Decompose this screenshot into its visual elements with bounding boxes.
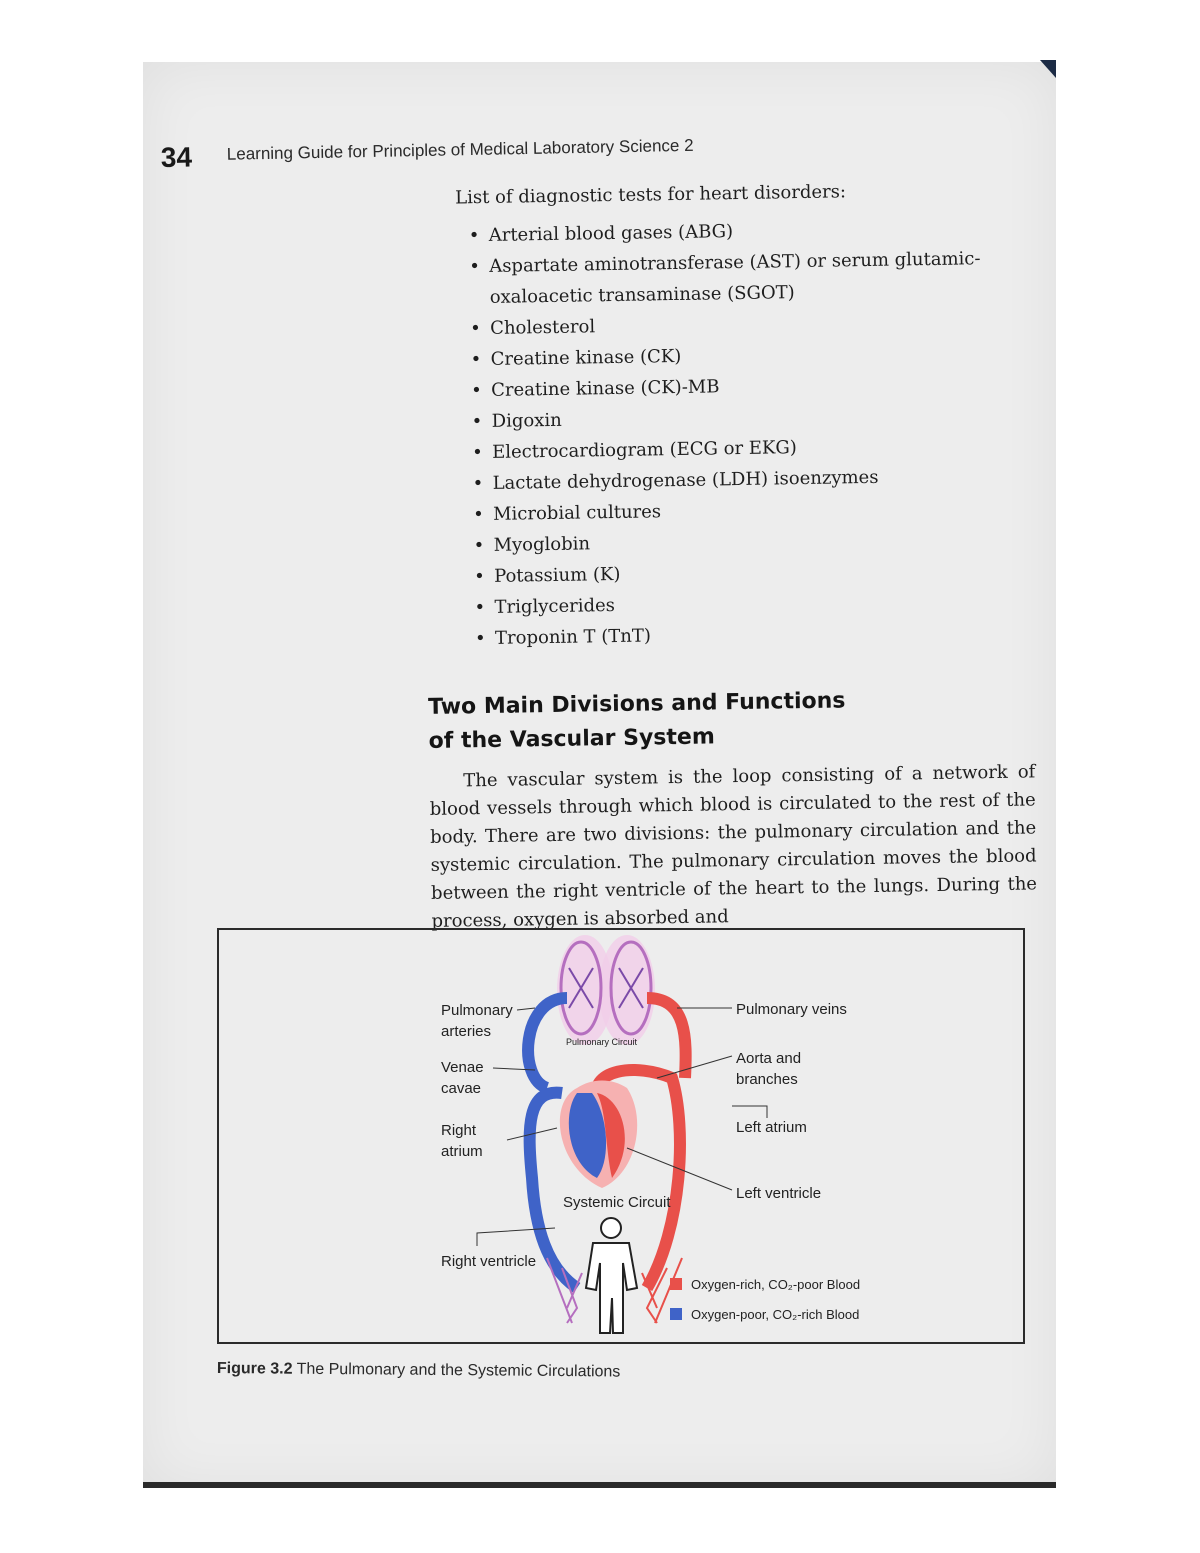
list-item: • Lactate dehydrogenase (LDH) isoenzymes (472, 459, 1032, 499)
left-atrium-label: Left atrium (736, 1119, 807, 1136)
circulation-diagram (217, 928, 1025, 1344)
pulmonary-veins-label: Pulmonary veins (736, 1001, 847, 1018)
list-item: • Cholesterol (470, 304, 1030, 344)
body-paragraph: The vascular system is the loop consisting of a network of blood vessels through which blood is circulated to the rest of the body. There are two divisions: the pulmonary circulation and the systemic circulation. The pulmonary circulation moves the blood between the right ventricle of the heart to the lungs. During the process, oxygen is absorbed and (429, 761, 1038, 932)
figure-number: Figure 3.2 (216, 1360, 293, 1378)
human-figure-icon (586, 1218, 637, 1333)
right-atrium-label-line1: Right (441, 1122, 477, 1139)
list-item: • Potassium (K) (474, 552, 1034, 592)
venae-cavae-label-line2: cavae (441, 1080, 482, 1097)
legend-oxygen-rich-swatch (670, 1278, 682, 1290)
figure-caption-text: The Pulmonary and the Systemic Circulations (296, 1360, 621, 1381)
diagnostic-tests-title: List of diagnostic tests for heart disorders: (454, 181, 847, 209)
right-ventricle-label: Right ventricle (441, 1253, 537, 1270)
heart-illustration (560, 1081, 637, 1189)
pulmonary-circuit-label: Pulmonary Circuit (566, 1037, 638, 1047)
page-header (160, 100, 761, 172)
list-item: • Creatine kinase (CK) (470, 335, 1030, 375)
list-item: • Arterial blood gases (ABG) (469, 211, 1029, 251)
left-ventricle-label: Left ventricle (736, 1185, 822, 1202)
pulmonary-arteries-label-line1: Pulmonary (441, 1002, 513, 1019)
systemic-circuit-label: Systemic Circuit (563, 1194, 671, 1211)
list-item: • Troponin T (TnT) (475, 614, 1035, 654)
lungs-illustration (557, 935, 655, 1045)
list-item: • Creatine kinase (CK)-MB (471, 366, 1031, 406)
aorta-label-line2: branches (736, 1071, 798, 1088)
right-atrium-label-line2: atrium (441, 1143, 483, 1160)
legend-oxygen-rich-label: Oxygen-rich, CO₂-poor Blood (691, 1277, 861, 1292)
page-edge-shadow (143, 1482, 1056, 1488)
section-heading: Two Main Divisions and Functions of the Vascular System (427, 688, 846, 754)
list-item: • Microbial cultures (473, 490, 1033, 530)
pulmonary-arteries-label-line2: arteries (441, 1023, 492, 1040)
list-item: • Aspartate aminotransferase (AST) or serum glutamic-oxaloacetic transaminase (SGOT) (469, 242, 1030, 313)
list-item: • Electrocardiogram (ECG or EKG) (472, 428, 1032, 468)
legend-oxygen-poor-swatch (670, 1308, 682, 1320)
list-item: • Myoglobin (473, 521, 1033, 561)
list-item: • Triglycerides (474, 583, 1034, 623)
diagnostic-tests-list (469, 211, 1036, 654)
list-item: • Digoxin (471, 397, 1031, 437)
running-head: Learning Guide for Principles of Medical Laboratory Science 2 (226, 135, 694, 164)
aorta-label-line1: Aorta and (736, 1050, 802, 1067)
page-number: 34 (160, 141, 193, 173)
legend-oxygen-poor-label: Oxygen-poor, CO₂-rich Blood (691, 1307, 860, 1322)
venae-cavae-label-line1: Venae (441, 1059, 484, 1076)
figure-caption (217, 1360, 621, 1382)
